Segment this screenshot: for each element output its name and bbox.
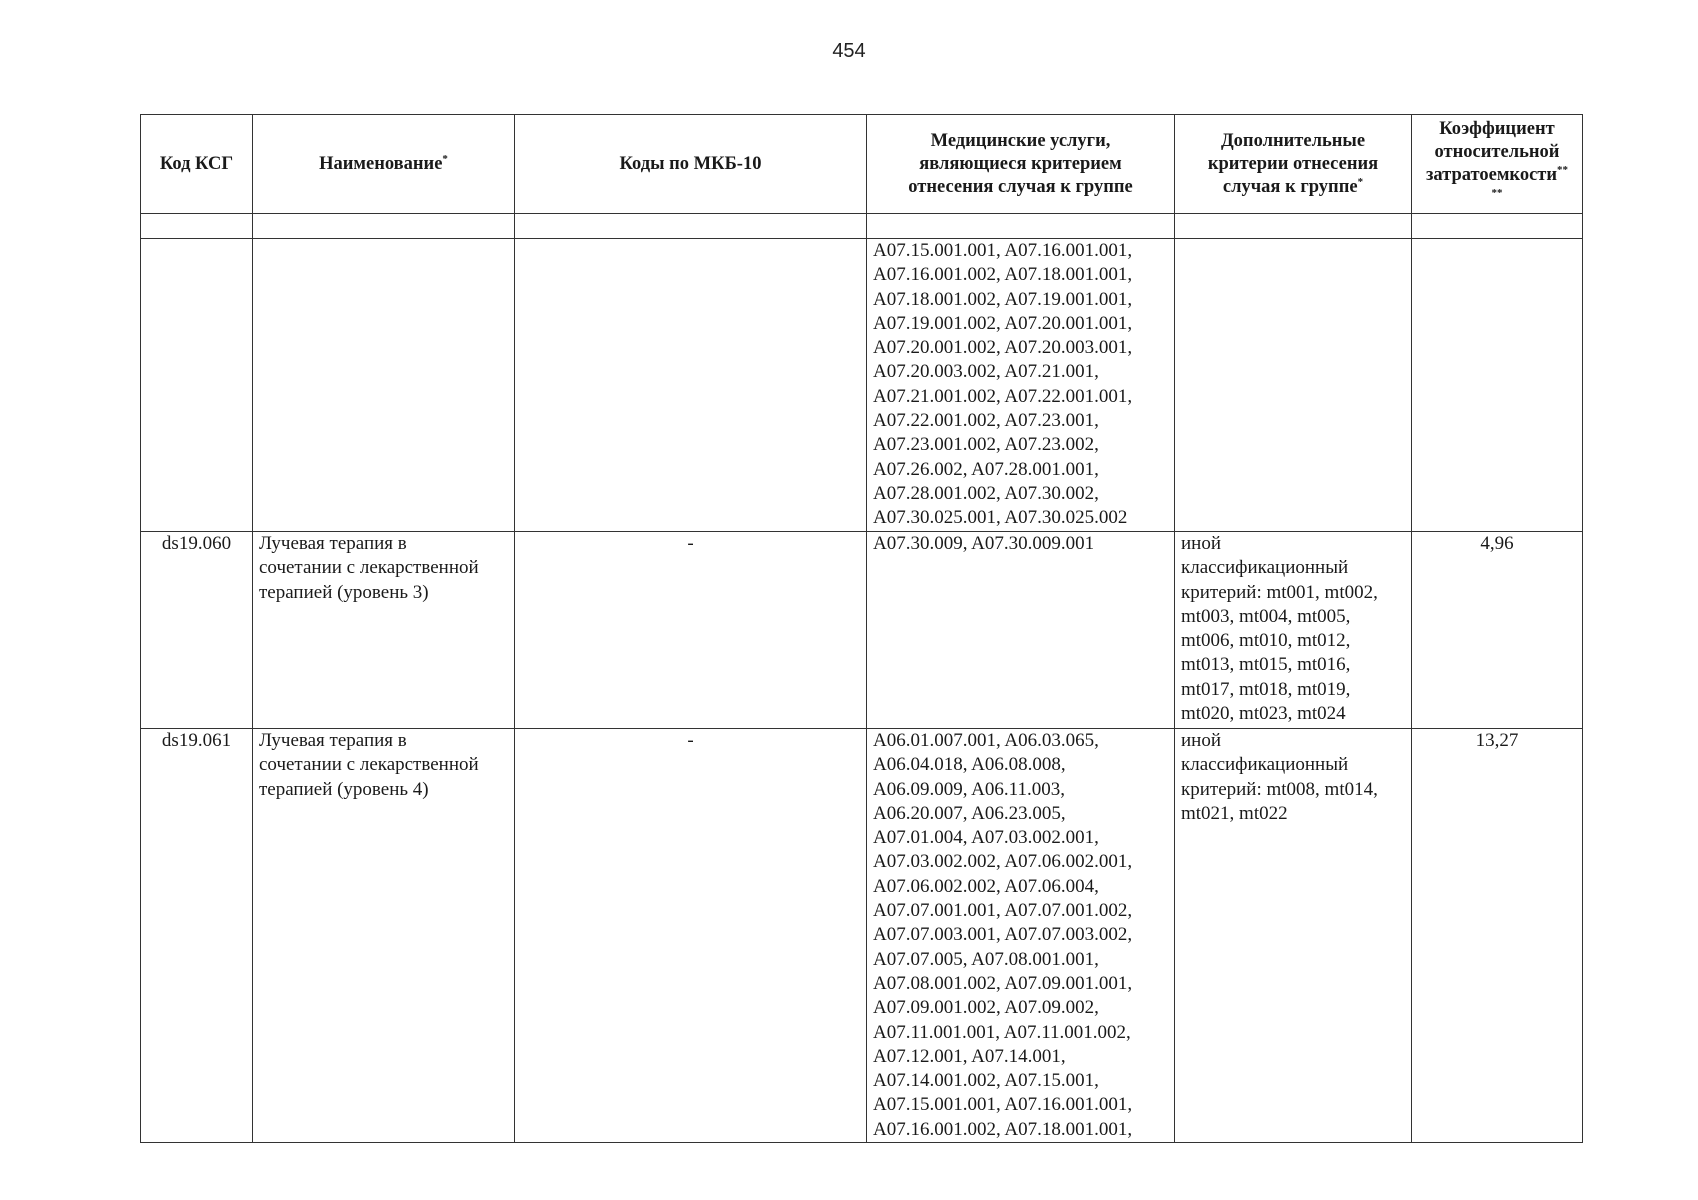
cell-line: A06.04.018, A06.08.008,	[873, 754, 1066, 776]
cell-code: ds19.060	[141, 532, 253, 729]
cell-line: A07.20.001.002, A07.20.003.001,	[873, 337, 1133, 359]
table-row	[141, 532, 1583, 729]
cell-line: A07.15.001.001, A07.16.001.001,	[873, 1094, 1133, 1116]
cell-line: mt021, mt022	[1181, 802, 1288, 824]
cell-line: A07.19.001.002, A07.20.001.001,	[873, 312, 1133, 334]
table-row	[141, 239, 1583, 532]
cell-mkb: -	[515, 532, 867, 729]
cell-services	[867, 239, 1175, 532]
header-coefficient: Коэффициент относительной затратоемкости** **	[1412, 115, 1583, 214]
cell-line: mt006, mt010, mt012,	[1181, 630, 1351, 652]
cell-line: A07.06.002.002, A07.06.004,	[873, 875, 1099, 897]
footnote-mark: *	[1357, 175, 1364, 188]
cell-line: A07.21.001.002, A07.22.001.001,	[873, 385, 1133, 407]
cell-line: A06.20.007, A06.23.005,	[873, 802, 1066, 824]
cell-line: Лучевая терапия в	[259, 730, 407, 751]
cell-line: сочетании с лекарственной	[259, 557, 479, 579]
cell-line: A07.11.001.001, A07.11.001.002,	[873, 1021, 1131, 1043]
cell-line: mt020, mt023, mt024	[1181, 703, 1346, 725]
cell-line: сочетании с лекарственной	[259, 754, 479, 776]
cell-line: A07.01.004, A07.03.002.001,	[873, 827, 1099, 849]
cell-extra-criteria	[1175, 239, 1412, 532]
cell-coefficient	[1412, 239, 1583, 532]
cell-line: классификационный	[1181, 557, 1349, 579]
cell-line: A07.23.001.002, A07.23.002,	[873, 434, 1099, 456]
cell-line: A07.08.001.002, A07.09.001.001,	[873, 972, 1133, 994]
cell-coefficient: 13,27	[1412, 729, 1583, 1143]
cell-services	[867, 729, 1175, 1143]
cell-line: терапией (уровень 3)	[259, 581, 429, 603]
cell-extra-criteria	[1175, 532, 1412, 729]
ksg-table	[140, 114, 1583, 1143]
cell-line: A07.16.001.002, A07.18.001.001,	[873, 264, 1133, 286]
cell-line: A07.07.003.001, A07.07.003.002,	[873, 924, 1133, 946]
header-services: Медицинские услуги, являющиеся критерием отнесения случая к группе	[867, 115, 1175, 214]
cell-mkb: -	[515, 729, 867, 1143]
cell-line: mt013, mt015, mt016,	[1181, 654, 1351, 676]
cell-line: критерий: mt001, mt002,	[1181, 581, 1378, 603]
header-name: Наименование*	[253, 115, 515, 214]
cell-line: критерий: mt008, mt014,	[1181, 778, 1378, 800]
cell-line: классификационный	[1181, 754, 1349, 776]
header-extra-criteria: Дополнительные критерии отнесения случая к группе*	[1175, 115, 1412, 214]
cell-line: A07.20.003.002, A07.21.001,	[873, 361, 1099, 383]
page-number: 454	[832, 40, 866, 62]
cell-name	[253, 239, 515, 532]
cell-line: A07.03.002.002, A07.06.002.001,	[873, 851, 1133, 873]
cell-line: A07.07.005, A07.08.001.001,	[873, 948, 1099, 970]
cell-line: терапией (уровень 4)	[259, 778, 429, 800]
footnote-mark: *	[442, 152, 448, 165]
cell-line: A07.16.001.002, A07.18.001.001,	[873, 1118, 1133, 1140]
cell-code	[141, 239, 253, 532]
cell-line: A07.12.001, A07.14.001,	[873, 1045, 1066, 1067]
header-code: Код КСГ	[141, 115, 253, 214]
spacer-row	[141, 214, 1583, 239]
cell-name	[253, 729, 515, 1143]
table-header-row	[141, 115, 1583, 214]
cell-line: A06.01.007.001, A06.03.065,	[873, 730, 1099, 751]
cell-line: mt003, mt004, mt005,	[1181, 605, 1351, 627]
cell-line: A06.09.009, A06.11.003,	[873, 778, 1065, 800]
footnote-mark: **	[1557, 163, 1569, 176]
cell-mkb	[515, 239, 867, 532]
cell-services	[867, 532, 1175, 729]
cell-line: A07.28.001.002, A07.30.002,	[873, 482, 1099, 504]
cell-line: A07.14.001.002, A07.15.001,	[873, 1070, 1099, 1092]
cell-line: A07.09.001.002, A07.09.002,	[873, 997, 1099, 1019]
footnote-mark: **	[1491, 186, 1503, 199]
cell-line: A07.30.025.001, A07.30.025.002	[873, 507, 1128, 529]
cell-name	[253, 532, 515, 729]
cell-line: A07.26.002, A07.28.001.001,	[873, 458, 1099, 480]
cell-line: A07.22.001.002, A07.23.001,	[873, 410, 1099, 432]
cell-line: иной	[1181, 730, 1222, 751]
cell-line: A07.07.001.001, A07.07.001.002,	[873, 900, 1133, 922]
cell-line: Лучевая терапия в	[259, 533, 407, 554]
table-row	[141, 729, 1583, 1143]
cell-line: иной	[1181, 533, 1222, 554]
cell-code: ds19.061	[141, 729, 253, 1143]
cell-coefficient: 4,96	[1412, 532, 1583, 729]
cell-line: A07.15.001.001, A07.16.001.001,	[873, 240, 1133, 261]
cell-line: A07.30.009, A07.30.009.001	[873, 533, 1095, 554]
cell-line: A07.18.001.002, A07.19.001.001,	[873, 288, 1133, 310]
header-mkb: Коды по МКБ-10	[515, 115, 867, 214]
cell-extra-criteria	[1175, 729, 1412, 1143]
cell-line: mt017, mt018, mt019,	[1181, 678, 1351, 700]
